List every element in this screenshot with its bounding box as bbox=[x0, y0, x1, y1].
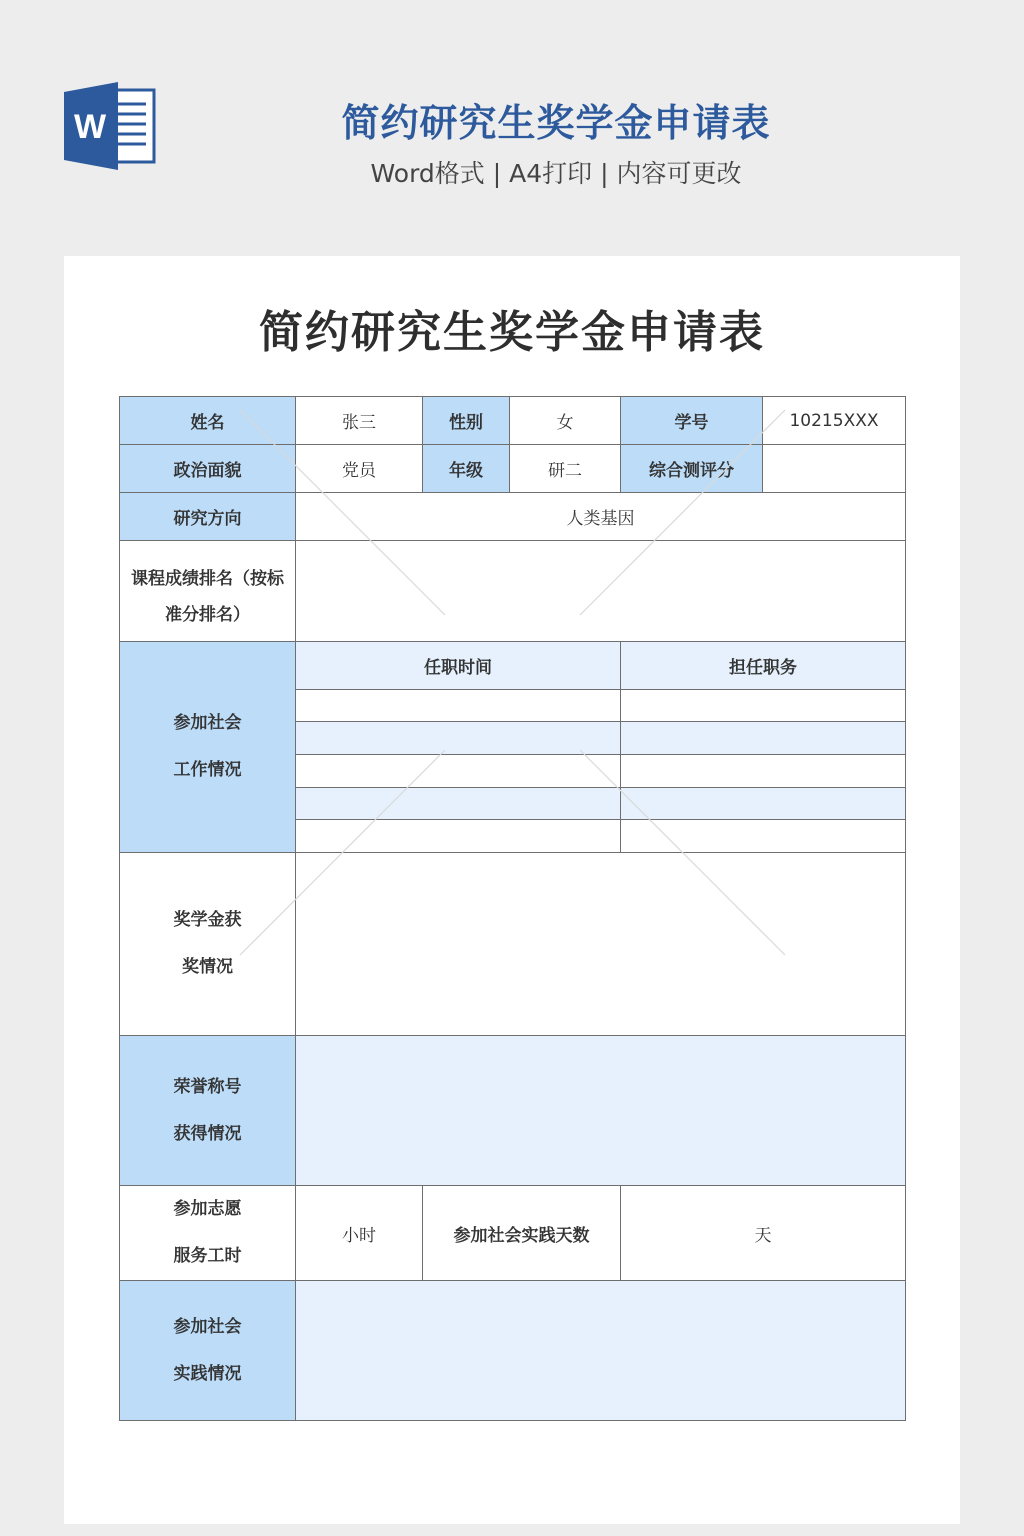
term-cell[interactable] bbox=[296, 722, 621, 755]
position-cell[interactable] bbox=[621, 788, 906, 820]
honor-label-line2: 获得情况 bbox=[173, 1123, 242, 1144]
position-cell[interactable] bbox=[621, 722, 906, 755]
student-id-label: 学号 bbox=[621, 397, 763, 445]
practice-value[interactable] bbox=[296, 1281, 906, 1421]
research-label: 研究方向 bbox=[120, 493, 296, 541]
gender-value[interactable]: 女 bbox=[510, 397, 621, 445]
practice-label-line2: 实践情况 bbox=[173, 1363, 242, 1384]
volunteer-label bbox=[120, 1186, 296, 1281]
table-row bbox=[120, 853, 906, 1036]
table-row bbox=[120, 642, 906, 690]
name-value[interactable]: 张三 bbox=[296, 397, 423, 445]
practice-days-label: 参加社会实践天数 bbox=[423, 1186, 621, 1281]
position-header: 担任职务 bbox=[621, 642, 906, 690]
scholarship-label bbox=[120, 853, 296, 1036]
practice-label-line1: 参加社会 bbox=[173, 1316, 242, 1337]
header-title: 简约研究生奖学金申请表 bbox=[341, 101, 771, 145]
position-cell[interactable] bbox=[621, 755, 906, 788]
political-label: 政治面貌 bbox=[120, 445, 296, 493]
term-cell[interactable] bbox=[296, 755, 621, 788]
table-row bbox=[120, 493, 906, 541]
term-cell[interactable] bbox=[296, 820, 621, 853]
name-label: 姓名 bbox=[120, 397, 296, 445]
position-cell[interactable] bbox=[621, 690, 906, 722]
table-row bbox=[120, 1281, 906, 1421]
table-row bbox=[120, 445, 906, 493]
scholarship-value[interactable] bbox=[296, 853, 906, 1036]
course-rank-label-line1: 课程成绩排名（按标 bbox=[131, 568, 284, 589]
term-cell[interactable] bbox=[296, 690, 621, 722]
grade-label: 年级 bbox=[423, 445, 510, 493]
grade-value[interactable]: 研二 bbox=[510, 445, 621, 493]
word-icon-letter: W bbox=[73, 108, 107, 146]
volunteer-label-line2: 服务工时 bbox=[173, 1246, 242, 1266]
research-value[interactable]: 人类基因 bbox=[296, 493, 906, 541]
practice-label bbox=[120, 1281, 296, 1421]
student-id-value[interactable]: 10215XXX bbox=[763, 397, 906, 445]
scholarship-label-line2: 奖情况 bbox=[182, 957, 233, 977]
term-header: 任职时间 bbox=[296, 642, 621, 690]
volunteer-hours-value[interactable]: 小时 bbox=[296, 1186, 423, 1281]
header-subtitle: Word格式 | A4打印 | 内容可更改 bbox=[370, 159, 742, 188]
term-cell[interactable] bbox=[296, 788, 621, 820]
volunteer-label-line1: 参加志愿 bbox=[173, 1199, 242, 1219]
table-row bbox=[120, 1036, 906, 1186]
table-row bbox=[120, 541, 906, 642]
word-icon bbox=[64, 82, 156, 170]
document-page bbox=[64, 256, 960, 1524]
gender-label: 性别 bbox=[423, 397, 510, 445]
honor-value[interactable] bbox=[296, 1036, 906, 1186]
position-cell[interactable] bbox=[621, 820, 906, 853]
social-work-label bbox=[120, 642, 296, 853]
course-rank-label-line2: 准分排名） bbox=[165, 604, 250, 625]
score-label: 综合测评分 bbox=[621, 445, 763, 493]
honor-label bbox=[120, 1036, 296, 1186]
course-rank-value[interactable] bbox=[296, 541, 906, 642]
table-row bbox=[120, 1186, 906, 1281]
honor-label-line1: 荣誉称号 bbox=[173, 1076, 242, 1097]
table-row bbox=[120, 397, 906, 445]
practice-days-value[interactable]: 天 bbox=[621, 1186, 906, 1281]
political-value[interactable]: 党员 bbox=[296, 445, 423, 493]
social-work-label-line2: 工作情况 bbox=[173, 760, 242, 780]
score-value[interactable] bbox=[763, 445, 906, 493]
course-rank-label bbox=[120, 541, 296, 642]
scholarship-label-line1: 奖学金获 bbox=[173, 910, 242, 930]
document-title: 简约研究生奖学金申请表 bbox=[259, 307, 765, 358]
social-work-label-line1: 参加社会 bbox=[173, 713, 242, 733]
application-form bbox=[119, 396, 906, 1421]
